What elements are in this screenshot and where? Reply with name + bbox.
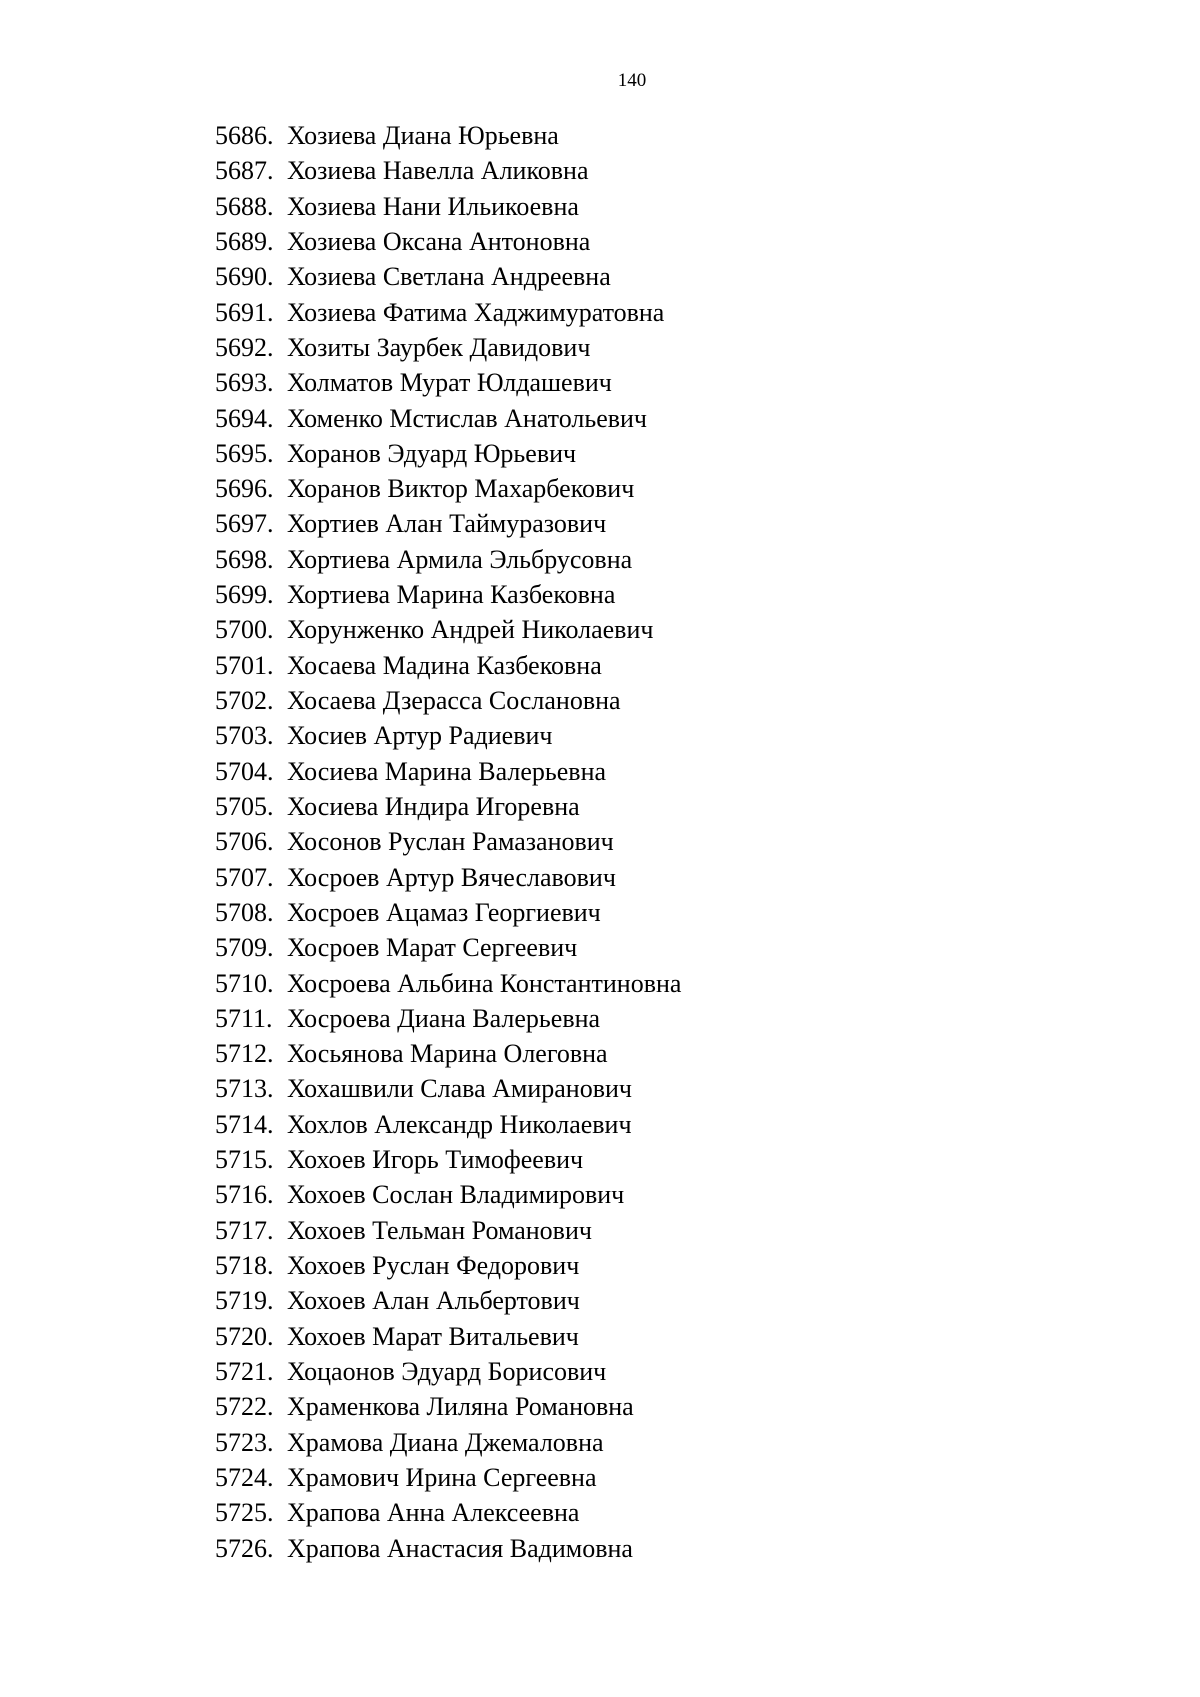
entry-number: 5705. <box>215 791 274 821</box>
entry-number: 5704. <box>215 756 274 786</box>
entry-name: Хосроев Марат Сергеевич <box>287 933 578 963</box>
list-item <box>215 789 681 824</box>
list-item <box>215 648 681 683</box>
entry-number: 5697. <box>215 509 274 539</box>
entry-number: 5722. <box>215 1392 274 1422</box>
list-item <box>215 1107 681 1142</box>
entry-number: 5690. <box>215 262 274 292</box>
entry-number: 5709. <box>215 933 274 963</box>
entry-number: 5714. <box>215 1109 274 1139</box>
entry-name: Хоранов Виктор Махарбекович <box>287 474 635 504</box>
list-item <box>215 1142 681 1177</box>
list-item <box>215 1354 681 1389</box>
list-item <box>215 189 681 224</box>
entry-number: 5723. <box>215 1427 274 1457</box>
entry-name: Храмович Ирина Сергеевна <box>287 1462 597 1492</box>
entry-name: Хохлов Александр Николаевич <box>287 1109 632 1139</box>
list-item <box>215 401 681 436</box>
list-item <box>215 577 681 612</box>
entry-number: 5718. <box>215 1251 274 1280</box>
entry-name: Хозиева Нани Ильикоевна <box>287 191 579 221</box>
entry-name: Хосиев Артур Радиевич <box>287 721 553 751</box>
entry-name: Хозиева Фатима Хаджимуратовна <box>287 297 665 327</box>
list-item <box>215 1425 681 1460</box>
entry-number: 5701. <box>215 650 274 680</box>
list-item <box>215 471 681 506</box>
entry-number: 5725. <box>215 1498 274 1528</box>
list-item <box>215 612 681 647</box>
entry-name: Хохоев Руслан Федорович <box>287 1251 580 1280</box>
entry-name: Храмова Диана Джемаловна <box>287 1427 604 1457</box>
list-item <box>215 1071 681 1106</box>
entry-name: Хохашвили Слава Амиранович <box>287 1074 632 1104</box>
entry-number: 5694. <box>215 403 274 433</box>
list-item <box>215 118 681 153</box>
list-item <box>215 1495 681 1530</box>
entry-number: 5719. <box>215 1286 274 1316</box>
entry-number: 5696. <box>215 474 274 504</box>
entry-number: 5689. <box>215 226 274 256</box>
entry-number: 5699. <box>215 580 274 610</box>
entry-number: 5698. <box>215 544 274 574</box>
entry-number: 5703. <box>215 721 274 751</box>
entry-number: 5720. <box>215 1321 274 1351</box>
entry-name: Хосроев Артур Вячеславович <box>287 862 616 892</box>
list-item <box>215 224 681 259</box>
entry-name: Храпова Анна Алексеевна <box>287 1498 580 1528</box>
entry-name: Хозиева Навелла Аликовна <box>287 156 589 186</box>
list-item <box>215 1460 681 1495</box>
entry-name: Хосиева Марина Валерьевна <box>287 756 607 786</box>
list-item <box>215 1213 681 1248</box>
entry-number: 5721. <box>215 1356 274 1386</box>
list-item <box>215 1001 681 1036</box>
entry-number: 5695. <box>215 438 274 468</box>
entry-number: 5710. <box>215 968 274 998</box>
entry-name: Хозиева Диана Юрьевна <box>287 121 559 150</box>
entry-name: Храпова Анастасия Вадимовна <box>287 1533 633 1563</box>
list-item <box>215 930 681 965</box>
entry-number: 5688. <box>215 191 274 221</box>
entry-name: Хоранов Эдуард Юрьевич <box>287 438 577 468</box>
list-item <box>215 153 681 188</box>
entry-name: Хохоев Сослан Владимирович <box>287 1180 625 1210</box>
entry-name: Хохоев Алан Альбертович <box>287 1286 580 1316</box>
entry-number: 5693. <box>215 368 274 398</box>
entry-name: Хортиева Армила Эльбрусовна <box>287 544 633 574</box>
page-number: 140 <box>617 70 647 91</box>
list-item <box>215 1036 681 1071</box>
entry-number: 5707. <box>215 862 274 892</box>
list-item <box>215 824 681 859</box>
entry-name: Хохоев Марат Витальевич <box>287 1321 579 1351</box>
entry-name: Хосьянова Марина Олеговна <box>287 1039 608 1069</box>
entry-number: 5687. <box>215 156 274 186</box>
list-item <box>215 1248 681 1283</box>
list-item <box>215 330 681 365</box>
entry-name: Хозиева Светлана Андреевна <box>287 262 611 292</box>
entry-number: 5715. <box>215 1145 274 1175</box>
list-item <box>215 1177 681 1212</box>
entry-number: 5708. <box>215 897 274 927</box>
list-item <box>215 365 681 400</box>
list-item <box>215 295 681 330</box>
list-item <box>215 1531 681 1566</box>
list-item <box>215 754 681 789</box>
list-item <box>215 1319 681 1354</box>
entry-name: Хосроева Альбина Константиновна <box>287 968 682 998</box>
entry-name: Хортиев Алан Таймуразович <box>287 509 607 539</box>
entry-name: Хоцаонов Эдуард Борисович <box>287 1356 607 1386</box>
list-item <box>215 966 681 1001</box>
entry-name: Хосиева Индира Игоревна <box>287 791 580 821</box>
entry-name: Хортиева Марина Казбековна <box>287 580 616 610</box>
entry-number: 5691. <box>215 297 274 327</box>
entry-name: Хохоев Тельман Романович <box>287 1215 592 1245</box>
entry-number: 5692. <box>215 332 274 362</box>
entry-number: 5724. <box>215 1462 274 1492</box>
list-item <box>215 436 681 471</box>
list-item <box>215 506 681 541</box>
entry-number: 5706. <box>215 827 274 857</box>
entry-number: 5686. <box>215 121 274 150</box>
list-item <box>215 1389 681 1424</box>
list-item <box>215 895 681 930</box>
entry-number: 5726. <box>215 1533 274 1563</box>
entry-name: Хозиты Заурбек Давидович <box>287 332 591 362</box>
list-item <box>215 718 681 753</box>
entry-name: Хорунженко Андрей Николаевич <box>287 615 654 645</box>
entry-number: 5711. <box>215 1003 273 1033</box>
entry-number: 5702. <box>215 686 274 715</box>
list-item <box>215 259 681 294</box>
entry-name: Хосонов Руслан Рамазанович <box>287 827 614 857</box>
entry-name: Хосроев Ацамаз Георгиевич <box>287 897 601 927</box>
entry-name: Хосаева Дзерасса Сослановна <box>287 686 621 715</box>
list-item <box>215 1283 681 1318</box>
entry-name: Хозиева Оксана Антоновна <box>287 226 591 256</box>
entry-name: Холматов Мурат Юлдашевич <box>287 368 612 398</box>
name-list <box>215 118 681 1566</box>
entry-number: 5716. <box>215 1180 274 1210</box>
entry-name: Храменкова Лиляна Романовна <box>287 1392 634 1422</box>
entry-name: Хосаева Мадина Казбековна <box>287 650 602 680</box>
entry-number: 5700. <box>215 615 274 645</box>
entry-name: Хохоев Игорь Тимофеевич <box>287 1145 584 1175</box>
list-item <box>215 860 681 895</box>
entry-name: Хосроева Диана Валерьевна <box>287 1003 601 1033</box>
list-item <box>215 683 681 718</box>
entry-number: 5717. <box>215 1215 274 1245</box>
list-item <box>215 542 681 577</box>
entry-number: 5712. <box>215 1039 274 1069</box>
entry-number: 5713. <box>215 1074 274 1104</box>
entry-name: Хоменко Мстислав Анатольевич <box>287 403 648 433</box>
